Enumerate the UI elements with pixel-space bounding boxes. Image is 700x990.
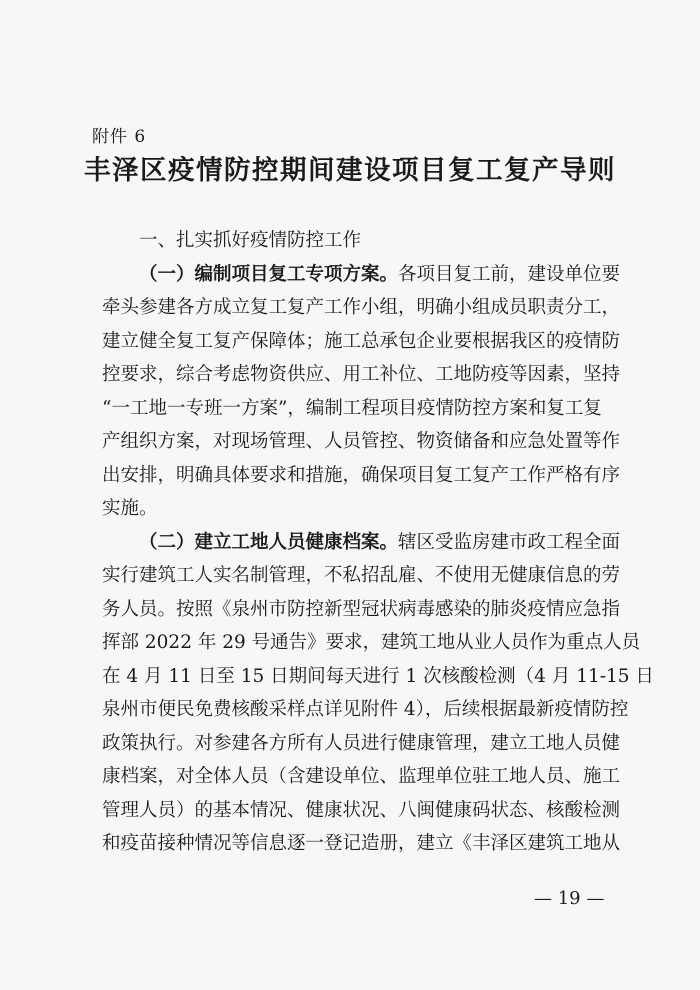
paragraph-1-text: 各项目复工前，建设单位要 [398,263,621,285]
section-heading: 一、扎实抓好疫情防控工作 [139,230,362,251]
paragraph-2-line: 挥部 2022 年 29 号通告》要求，建筑工地从业人员作为重点人员 [102,632,641,653]
paragraph-1-line-1 [102,258,620,292]
paragraph-1-line: 牵头参建各方成立复工复产工作小组，明确小组成员职责分工， [102,297,621,318]
paragraph-2-line: 和疫苗接种情况等信息逐一登记造册，建立《丰泽区建筑工地从 [102,833,621,854]
attachment-label: 附件 6 [92,127,147,147]
paragraph-2-line: 泉州市便民免费核酸采样点详见附件 4），后续根据最新疫情防控 [102,699,629,720]
paragraph-1-line: 控要求，综合考虑物资供应、用工补位、工地防疫等因素，坚持 [102,364,621,385]
document-title: 丰泽区疫情防控期间建设项目复工复产导则 [84,155,616,186]
paragraph-1-line: 产组织方案，对现场管理、人员管控、物资储备和应急处置等作 [102,431,621,452]
paragraph-2-line: 管理人员）的基本情况、健康状况、八闽健康码状态、核酸检测 [102,799,621,821]
paragraph-1-line: 出安排，明确具体要求和措施，确保项目复工复产工作严格有序 [102,464,621,486]
paragraph-2-line: 政策执行。对参建各方所有人员进行健康管理，建立工地人员健 [102,732,621,754]
paragraph-2-line-1 [102,526,620,560]
page-number: — 19 — [534,888,605,909]
paragraph-2-heading: （二）建立工地人员健康档案。 [139,531,399,553]
paragraph-1-line: 实施。 [102,498,158,519]
paragraph-2-text: 辖区受监房建市政工程全面 [398,531,621,553]
paragraph-1-line: 建立健全复工复产保障体；施工总承包企业要根据我区的疫情防 [102,330,621,352]
paragraph-1-heading: （一）编制项目复工专项方案。 [139,263,399,285]
paragraph-2-line: 在 4 月 11 日至 15 日期间每天进行 1 次核酸检测（4 月 11-15 日 [102,665,654,687]
paragraph-2-line: 务人员。按照《泉州市防控新型冠状病毒感染的肺炎疫情应急指 [102,598,621,620]
document-body [102,224,654,861]
paragraph-2-line: 康档案，对全体人员（含建设单位、监理单位驻工地人员、施工 [102,766,621,787]
paragraph-1-line: “一工地一专班一方案”，编制工程项目疫情防控方案和复工复 [102,397,602,419]
paragraph-2-line: 实行建筑工人实名制管理，不私招乱雇、不使用无健康信息的劳 [102,565,621,586]
